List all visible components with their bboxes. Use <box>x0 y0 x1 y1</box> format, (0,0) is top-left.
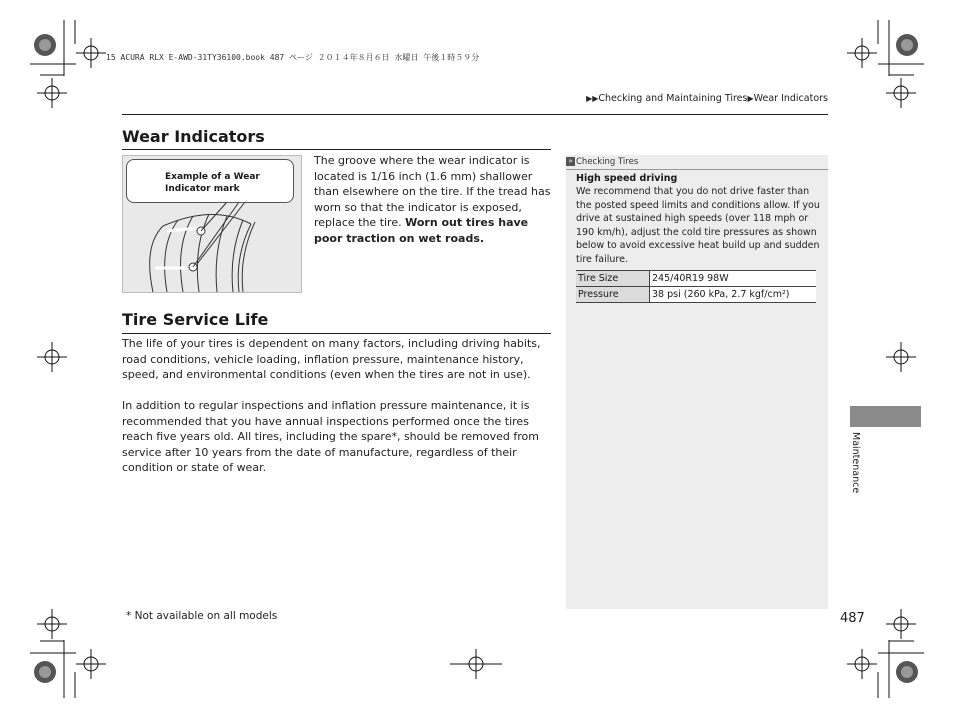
wear-indicators-text: The groove where the wear indicator is located is 1/16 inch (1.6 mm) shallower than elsewhere on the tire. If the tread has worn so that the indicator is exposed, replace the tire. <box>314 154 551 229</box>
section-tab[interactable] <box>850 406 921 427</box>
reference-arrow-icon: » <box>566 157 575 166</box>
wear-indicators-rule <box>122 149 551 150</box>
tire-service-life-heading: Tire Service Life <box>122 310 269 329</box>
tire-spec-table <box>576 270 816 303</box>
breadcrumb <box>586 93 828 104</box>
breadcrumb-page: Wear Indicators <box>753 93 828 104</box>
illustration-caption: Example of a Wear Indicator mark <box>165 172 260 194</box>
table-row <box>576 287 816 303</box>
tire-service-life-rule <box>122 333 551 334</box>
illustration-callout <box>126 159 294 203</box>
breadcrumb-separator-icon: ▶ <box>747 94 754 103</box>
section-tab-text: Maintenance <box>850 432 861 494</box>
wear-indicator-illustration <box>122 155 302 293</box>
wear-indicators-warning: Worn out tires have poor traction on wet roads. <box>314 216 529 245</box>
section-tab-label <box>845 432 865 502</box>
sidebar-text: We recommend that you do not drive faster than the posted speed limits and conditions allow. If you drive at sustained high speeds (over 118 mph or 190 km/h), adjust the cold tire pressures as shown below to avoid excessive heat build up and sudden tire failure. <box>576 186 820 265</box>
spec-label: Tire Size <box>576 271 650 287</box>
tire-service-life-paragraph-2: In addition to regular inspections and inflation pressure maintenance, it is recommended that you have annual inspections performed once the tires reach five years old. All tires, including the spare*, should be removed from service after 10 years from the date of manufacture, regardless of their condition or state of wear. <box>122 399 539 474</box>
sidebar-reference[interactable] <box>566 155 828 170</box>
sidebar-ref-title: Checking Tires <box>576 157 639 167</box>
breadcrumb-section[interactable]: Checking and Maintaining Tires <box>598 93 748 104</box>
top-rule <box>122 114 828 115</box>
print-header: 15 ACURA RLX E-AWD-31TY36100.book 487 ページ ２０１４年８月６日 水曜日 午後１時５９分 <box>106 53 480 62</box>
footnote: * Not available on all models <box>126 610 278 622</box>
wear-indicators-heading: Wear Indicators <box>122 127 265 146</box>
spec-value: 38 psi (260 kPa, 2.7 kgf/cm²) <box>650 287 817 303</box>
table-row <box>576 271 816 287</box>
wear-indicators-paragraph <box>314 153 552 246</box>
breadcrumb-arrow-icon: ▶▶ <box>586 94 599 103</box>
spec-value: 245/40R19 98W <box>650 271 817 287</box>
page-number: 487 <box>840 611 865 626</box>
tire-service-life-paragraph-1: The life of your tires is dependent on many factors, including driving habits, road conditions, vehicle loading, inflation pressure, maintenance history, speed, and environmental conditions (even when the tires are not in use). <box>122 337 541 381</box>
spec-label: Pressure <box>576 287 650 303</box>
sidebar-subtitle: High speed driving <box>576 173 678 184</box>
sidebar-panel <box>566 155 828 609</box>
